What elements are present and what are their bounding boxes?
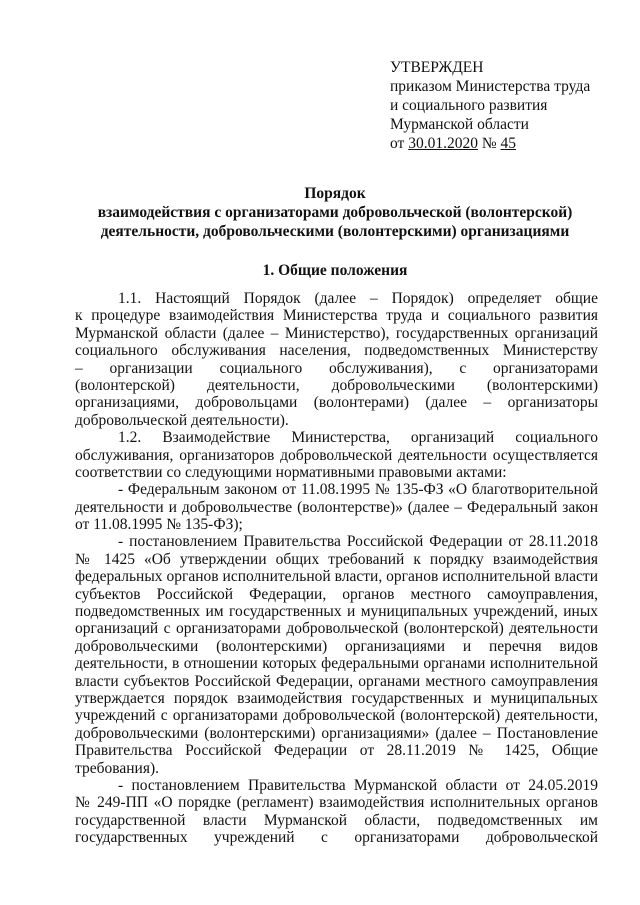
body-text [75, 290, 598, 847]
text-line: организациями, добровольцами (волонтерами) (далее – организаторы [75, 394, 598, 412]
text-line: к процедуре взаимодействия Министерства труда и социального развития [75, 307, 598, 325]
text-line: социального обслуживания населения, подведомственных Министерству [75, 342, 598, 360]
text-line: 1.2. Взаимодействие Министерства, организаций социального [118, 429, 598, 447]
text-line: деятельности и добровольчестве (волонтерстве)» (далее – Федеральный закон [75, 498, 598, 516]
text-line: Правительства Российской Федерации от 28.11.2019 № 1425, Общие [75, 742, 598, 760]
text-line: власти субъектов Российской Федерации, органами местного самоуправления [75, 672, 598, 690]
text-line: 1.1. Настоящий Порядок (далее – Порядок) определяет общие [118, 290, 598, 307]
text-line: № 249-ПП «О порядке (регламент) взаимодействия исполнительных органов [75, 794, 598, 812]
text-line: подведомственных им государственных и муниципальных учреждений, иных [75, 603, 598, 621]
approval-stamp [390, 58, 620, 153]
title-line-3: деятельности, добровольческими (волонтерскими) организациями [100, 223, 570, 240]
text-line: добровольческими (волонтерскими) организациями» (далее – Постановление [75, 724, 598, 742]
title-line-1: Порядок [304, 185, 366, 202]
text-line: № 1425 «Об утверждении общих требований к порядку взаимодействия [75, 550, 598, 568]
text-line: добровольческими (волонтерскими) организациями и перечня видов [75, 637, 598, 655]
approval-title: УТВЕРЖДЕН [390, 59, 484, 76]
text-line: организаций с организаторами добровольческой (волонтерской) деятельности [75, 620, 598, 638]
approval-date: 30.01.2020 [408, 135, 478, 152]
text-line: государственной власти Мурманской области, подведомственных им [75, 811, 598, 829]
text-line: - постановлением Правительства Мурманской области от 24.05.2019 [118, 776, 598, 794]
approval-number: 45 [500, 135, 516, 152]
approval-order-line: приказом Министерства труда [390, 78, 591, 95]
text-line: добровольческой деятельности). [75, 411, 289, 429]
text-line: – организации социального обслуживания), с организаторами [75, 359, 598, 377]
text-line: Мурманской области (далее – Министерство), государственных организаций [75, 324, 598, 342]
text-line: - Федеральным законом от 11.08.1995 № 135-ФЗ «О благотворительной [118, 481, 598, 499]
title-line-2: взаимодействия с организаторами добровольческой (волонтерской) [97, 204, 573, 221]
text-line: требования). [75, 759, 159, 777]
text-line: (волонтерской) деятельности, добровольческими (волонтерскими) [75, 376, 598, 394]
text-line: обслуживания, организаторов добровольческой деятельности осуществляется [75, 446, 598, 464]
approval-date-prefix: от [390, 135, 409, 152]
text-line: соответствии со следующими нормативными правовыми актами: [75, 463, 507, 481]
text-line: федеральных органов исполнительной власти, органов исполнительной власти [75, 568, 598, 586]
text-line: деятельности, в отношении которых федеральными органами исполнительной [75, 655, 598, 673]
approval-region-line: Мурманской области [390, 116, 529, 133]
text-line: субъектов Российской Федерации, органов местного самоуправления, [75, 585, 598, 603]
text-line: утверждается порядок взаимодействия государственных и муниципальных [75, 689, 598, 707]
approval-date-line [390, 134, 620, 153]
section-heading: 1. Общие положения [262, 262, 408, 279]
approval-ministry-line: и социального развития [390, 97, 548, 114]
approval-number-prefix: № [477, 135, 501, 152]
text-line: учреждений с организаторами добровольческой (волонтерской) деятельности, [75, 707, 598, 725]
document-title [80, 184, 590, 241]
text-line: от 11.08.1995 № 135-ФЗ); [75, 516, 243, 534]
text-line: государственных учреждений с организаторами добровольческой [75, 829, 598, 847]
text-line: - постановлением Правительства Российской Федерации от 28.11.2018 [118, 533, 598, 551]
